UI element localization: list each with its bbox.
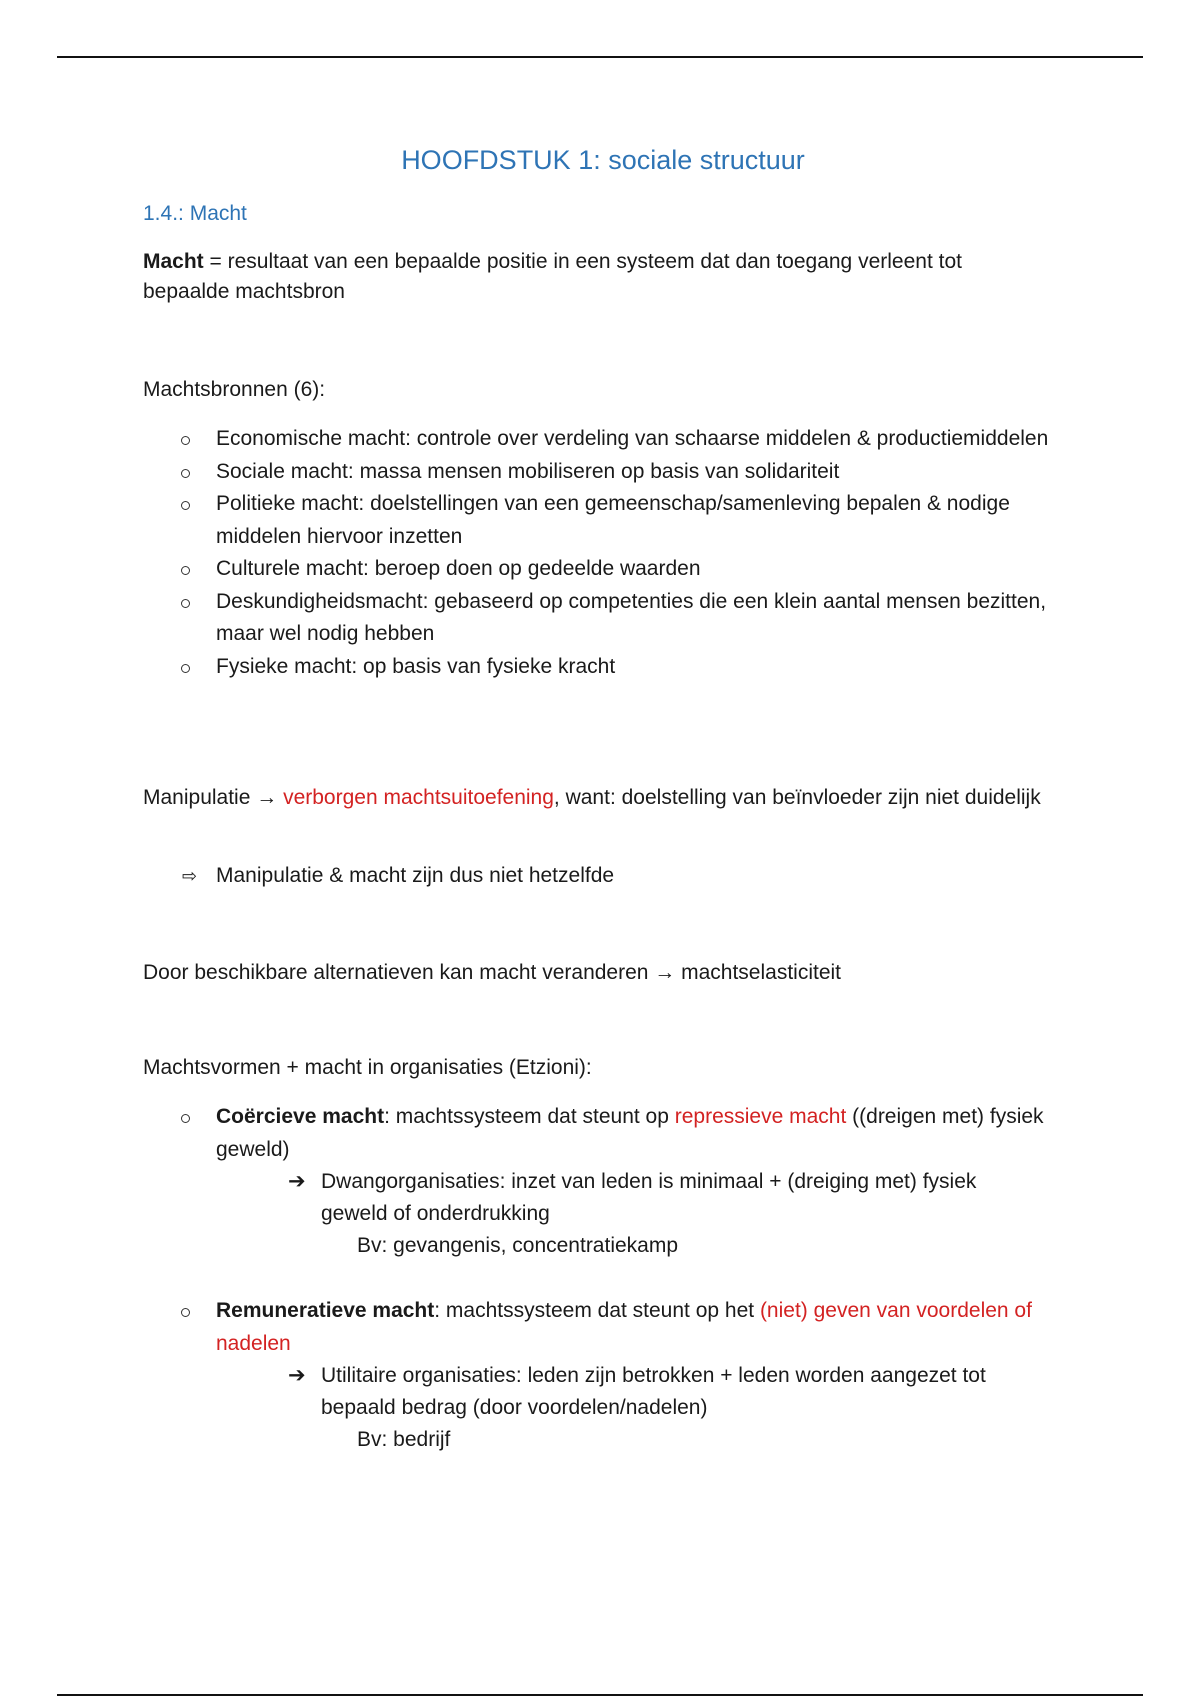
circle-bullet-icon <box>181 1308 190 1317</box>
forms-list-1 <box>143 1101 1063 1166</box>
arrow-right-icon: ➔ <box>288 1364 306 1387</box>
footer-rule <box>57 1694 1143 1696</box>
sources-list <box>143 423 1063 683</box>
org-type: ➔ Utilitaire organisaties: leden zijn betrokken + leden worden aangezet tot bepaald bedrag (door voordelen/nadelen) <box>321 1360 1051 1424</box>
circle-bullet-icon <box>181 599 190 608</box>
definition-paragraph <box>143 247 1043 307</box>
hollow-arrow-icon: ⇨ <box>182 866 198 886</box>
manipulation-conclusion: ⇨ Manipulatie & macht zijn dus niet hetzelfde <box>216 861 1016 891</box>
forms-heading: Machtsvormen + macht in organisaties (Etzioni): <box>143 1056 592 1079</box>
chapter-title: HOOFDSTUK 1: sociale structuur <box>401 145 805 175</box>
manipulation-paragraph: Manipulatie → verborgen machtsuitoefening, want: doelstelling van beïnvloeder zijn niet duidelijk <box>143 786 1041 809</box>
example: Bv: bedrijf <box>357 1428 451 1451</box>
org-type: ➔ Dwangorganisaties: inzet van leden is minimaal + (dreiging met) fysiek geweld of onderdrukking <box>321 1166 1021 1230</box>
definition-term: Macht <box>143 250 204 273</box>
forms-list-2 <box>143 1295 1063 1360</box>
circle-bullet-icon <box>181 501 190 510</box>
list-item: Remuneratieve macht: machtssysteem dat steunt op het (niet) geven van voordelen of nadelen <box>143 1295 1063 1360</box>
section-heading: 1.4.: Macht <box>143 202 247 225</box>
alternatives-paragraph: Door beschikbare alternatieven kan macht veranderen → machtselasticiteit <box>143 961 842 984</box>
circle-bullet-icon <box>181 436 190 445</box>
sources-heading: Machtsbronnen (6): <box>143 378 326 401</box>
highlight-text: repressieve macht <box>674 1105 847 1128</box>
list-item: Culturele macht: beroep doen op gedeelde waarden <box>143 553 1063 586</box>
list-item: Deskundigheidsmacht: gebaseerd op competenties die een klein aantal mensen bezitten, maar wel nodig hebben <box>143 586 1063 651</box>
example: Bv: gevangenis, concentratiekamp <box>357 1234 679 1257</box>
circle-bullet-icon <box>181 664 190 673</box>
circle-bullet-icon <box>181 566 190 575</box>
circle-bullet-icon <box>181 1114 190 1123</box>
arrow-right-icon: ➔ <box>288 1170 306 1193</box>
list-item: Politieke macht: doelstellingen van een gemeenschap/samenleving bepalen & nodige middelen hiervoor inzetten <box>143 488 1063 553</box>
circle-bullet-icon <box>181 469 190 478</box>
highlight-text: (niet) geven van voordelen of nadelen <box>216 1299 1032 1355</box>
list-item: Economische macht: controle over verdeling van schaarse middelen & productiemiddelen <box>143 423 1063 456</box>
definition-text: = resultaat van een bepaalde positie in een systeem dat dan toegang verleent tot bepaalde machtsbron <box>143 250 962 303</box>
header-rule <box>57 56 1143 58</box>
list-item: Fysieke macht: op basis van fysieke kracht <box>143 651 1063 684</box>
highlight-text: verborgen machtsuitoefening <box>283 786 554 809</box>
list-item: Sociale macht: massa mensen mobiliseren op basis van solidariteit <box>143 456 1063 489</box>
list-item: Coërcieve macht: machtssysteem dat steunt op repressieve macht ((dreigen met) fysiek geweld) <box>143 1101 1063 1166</box>
